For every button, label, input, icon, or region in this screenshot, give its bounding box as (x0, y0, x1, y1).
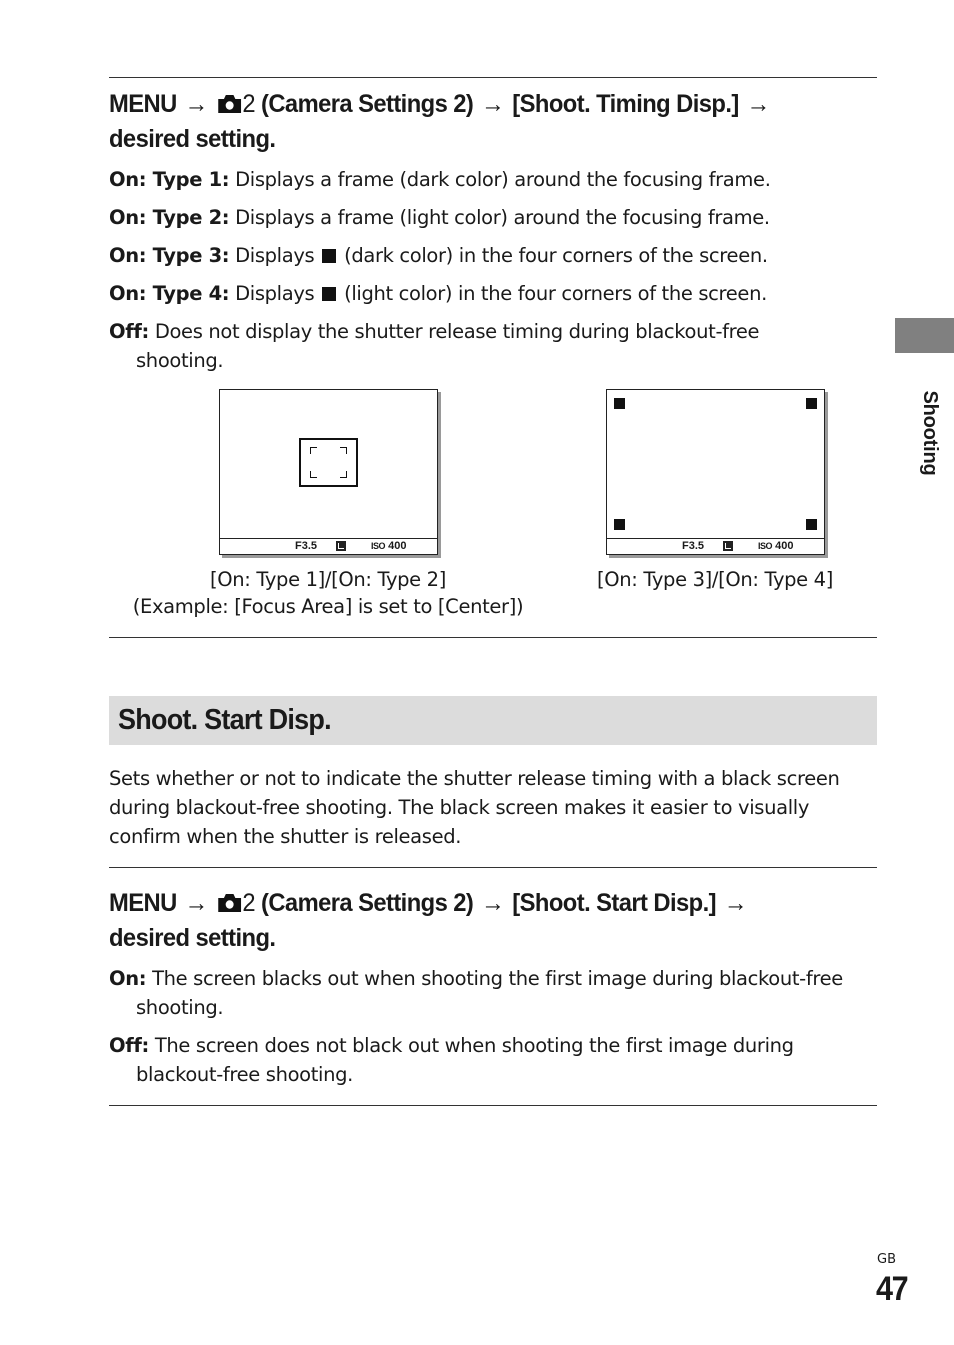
setting-off (109, 317, 849, 375)
iso-value: 400 (388, 540, 407, 552)
figure-caption-2 (560, 566, 870, 593)
setting-label: On: (109, 967, 147, 990)
corner-square-icon (614, 519, 625, 530)
setting-description: Displays a frame (light color) around the focusing frame. (235, 206, 770, 229)
black-square-icon (322, 249, 336, 263)
corner-square-icon (614, 398, 625, 409)
setting-label: On: Type 4: (109, 282, 230, 305)
exposure-comp-icon (336, 541, 346, 551)
focus-corner (340, 471, 347, 478)
chapter-tab (895, 318, 954, 353)
chapter-tab-label: Shooting (919, 390, 941, 476)
camera-settings-number: 2 (242, 90, 255, 118)
menu-path-line-1 (109, 886, 812, 921)
focus-corner (340, 447, 347, 454)
setting-on-type-1 (109, 165, 877, 194)
menu-item-label: [Shoot. Timing Disp.] (512, 90, 739, 118)
iso-label: ISO (758, 541, 773, 551)
setting-description: Displays (235, 282, 315, 305)
divider-top (109, 77, 877, 78)
desired-setting-label: desired setting. (109, 125, 276, 153)
setting-label: On: Type 1: (109, 168, 230, 191)
iso-label: ISO (371, 541, 386, 551)
section-description: Sets whether or not to indicate the shutter release timing with a black screen during blackout-free shooting. The black screen makes it easier to visually confirm when the shutter is released. (109, 767, 840, 848)
setting-description: (dark color) in the four corners of the screen. (344, 244, 768, 267)
right-arrow-icon: → (746, 90, 770, 118)
setting-description: Displays a frame (dark color) around the focusing frame. (235, 168, 771, 191)
lcd-illustration-type-3-4 (606, 389, 825, 555)
corner-square-icon (806, 519, 817, 530)
setting-description: The screen does not black out when shooting the first image during blackout-free shooting. (136, 1034, 794, 1086)
setting-label: On: Type 2: (109, 206, 230, 229)
menu-path-heading (109, 886, 812, 956)
lcd-illustration-type-1-2 (219, 389, 438, 555)
lcd-status-bar (220, 538, 437, 554)
caption-line: [On: Type 1]/[On: Type 2] (210, 568, 446, 591)
caption-line: [On: Type 3]/[On: Type 4] (597, 568, 833, 591)
menu-label: MENU (109, 90, 177, 118)
divider-bottom (109, 1105, 877, 1106)
right-arrow-icon: → (723, 889, 748, 917)
iso-value: 400 (775, 540, 794, 552)
setting-description: Displays (235, 244, 315, 267)
setting-description: Does not display the shutter release timing during blackout-free shooting. (136, 320, 760, 372)
menu-item-label: [Shoot. Start Disp.] (512, 889, 716, 917)
divider-after-figures (109, 637, 877, 638)
f-number: F3.5 (682, 540, 705, 552)
right-arrow-icon: → (184, 90, 208, 118)
setting-on-type-2 (109, 203, 877, 232)
corner-square-icon (806, 398, 817, 409)
focus-corner (310, 471, 317, 478)
region-code: GB (877, 1252, 896, 1267)
setting-on (109, 964, 877, 1022)
desired-setting-label: desired setting. (109, 924, 276, 952)
setting-label: Off: (109, 1034, 149, 1057)
figure-caption-1 (109, 566, 547, 620)
right-arrow-icon: → (184, 889, 208, 917)
exposure-comp-icon (723, 541, 733, 551)
camera-settings-number: 2 (242, 889, 255, 917)
menu-path-heading (109, 87, 812, 157)
f-number: F3.5 (295, 540, 318, 552)
focus-corner (310, 447, 317, 454)
menu-path-line-1 (109, 87, 812, 122)
right-arrow-icon: → (481, 889, 505, 917)
setting-label: On: Type 3: (109, 244, 230, 267)
lcd-status-bar (607, 538, 824, 554)
divider-before-menu-2 (109, 867, 877, 868)
page-number: 47 (876, 1270, 908, 1308)
setting-label: Off: (109, 320, 149, 343)
iso-readout (758, 539, 793, 554)
camera-settings-label: (Camera Settings 2) (261, 90, 474, 118)
focus-frame (299, 438, 358, 487)
setting-on-type-3 (109, 241, 877, 270)
menu-label: MENU (109, 889, 177, 917)
right-arrow-icon: → (481, 90, 505, 118)
camera-settings-label: (Camera Settings 2) (261, 889, 474, 917)
black-square-icon (322, 287, 336, 301)
camera-icon (218, 892, 243, 913)
iso-readout (371, 539, 406, 554)
setting-description: The screen blacks out when shooting the first image during blackout-free shooting. (136, 967, 843, 1019)
section-header (109, 696, 877, 745)
setting-on-type-4 (109, 279, 877, 308)
setting-description: (light color) in the four corners of the screen. (344, 282, 767, 305)
camera-icon (218, 93, 243, 114)
setting-off (109, 1031, 869, 1089)
section-title: Shoot. Start Disp. (118, 704, 331, 736)
caption-line: (Example: [Focus Area] is set to [Center]) (132, 595, 524, 618)
